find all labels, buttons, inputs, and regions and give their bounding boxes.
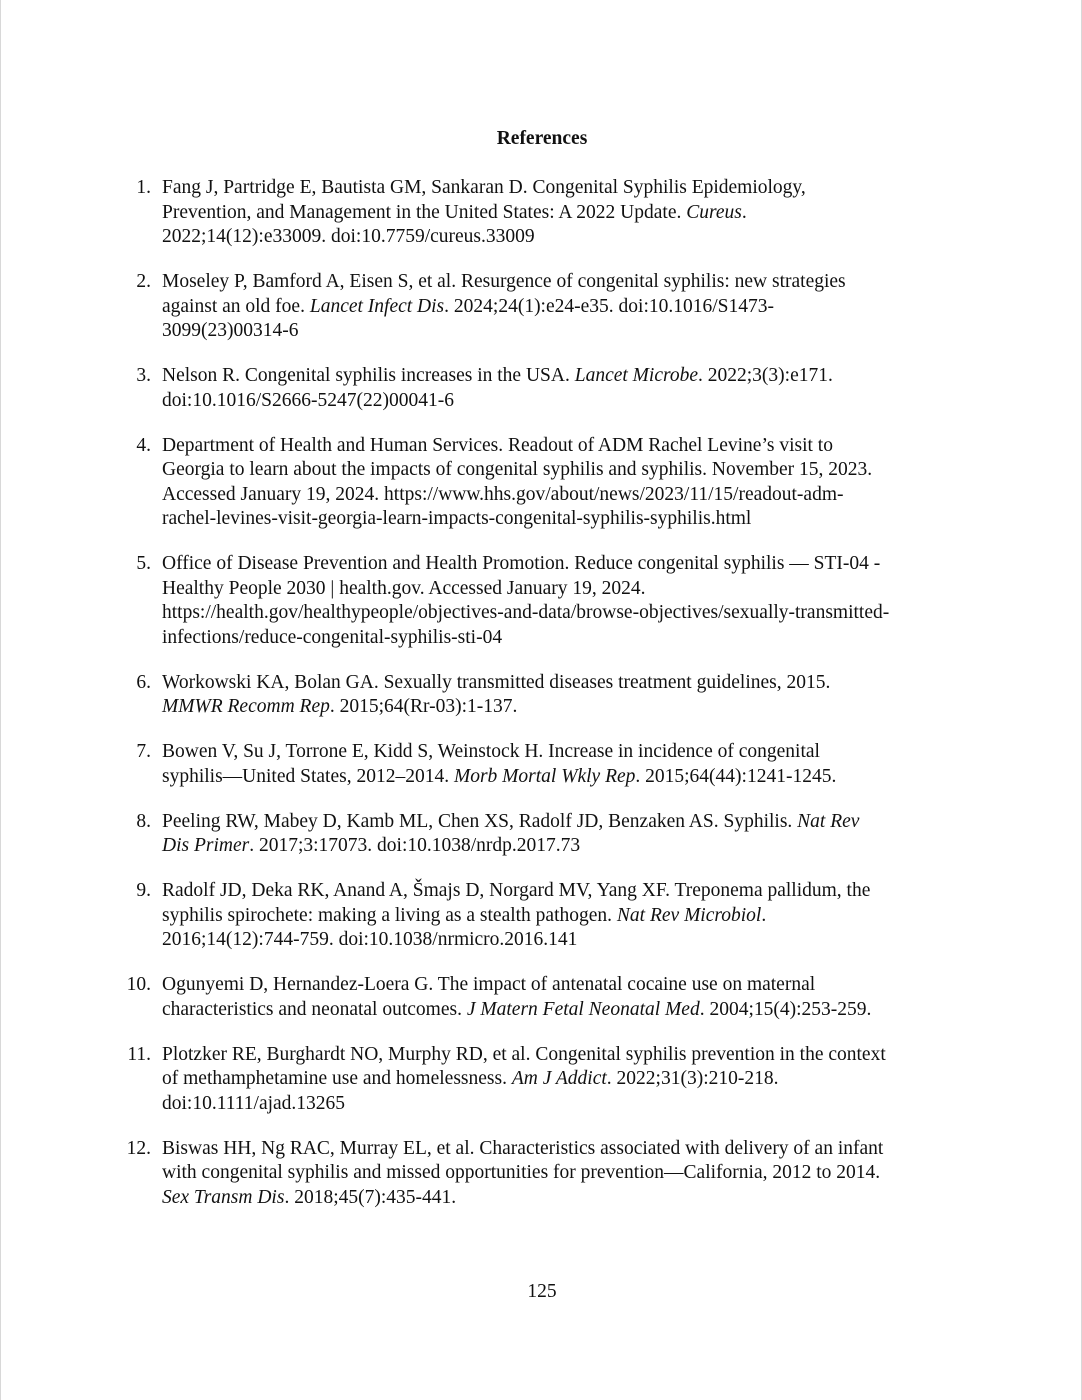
reference-text: Radolf JD, Deka RK, Anand A, Šmajs D, Norgard MV, Yang XF. Treponema pallidum, the <box>162 880 871 901</box>
reference-text: Nelson R. Congenital syphilis increases in the USA. <box>162 365 575 386</box>
reference-line <box>162 1186 961 1211</box>
reference-text: Moseley P, Bamford A, Eisen S, et al. Resurgence of congenital syphilis: new strategies <box>162 271 846 292</box>
reference-item <box>121 671 961 720</box>
journal-title: Am J Addict <box>511 1068 607 1089</box>
reference-text: . 2024;24(1):e24-e35. doi:10.1016/S1473- <box>444 295 774 317</box>
reference-number: 11. <box>127 1043 151 1065</box>
reference-line <box>162 904 961 929</box>
reference-item <box>121 879 961 953</box>
reference-line <box>162 810 961 835</box>
journal-title: Lancet Microbe <box>574 365 699 386</box>
reference-line <box>162 626 961 651</box>
reference-item <box>121 1137 961 1211</box>
reference-line <box>162 998 961 1023</box>
reference-number: 6. <box>136 671 151 693</box>
reference-text: Accessed January 19, 2024. https://www.hhs.gov/about/news/2023/11/15/readout-adm- <box>162 483 844 505</box>
page-number: 125 <box>527 1281 557 1302</box>
reference-text: Peeling RW, Mabey D, Kamb ML, Chen XS, Radolf JD, Benzaken AS. Syphilis. <box>162 810 798 832</box>
reference-line <box>162 364 961 389</box>
reference-item <box>121 176 961 250</box>
reference-number: 7. <box>136 741 151 762</box>
reference-line <box>162 601 961 626</box>
reference-text: 2022;14(12):e33009. doi:10.7759/cureus.33009 <box>162 226 535 247</box>
reference-line <box>162 1092 961 1117</box>
reference-text: 2016;14(12):744-759. doi:10.1038/nrmicro.2016.141 <box>162 929 578 950</box>
reference-number: 9. <box>136 880 151 901</box>
reference-item <box>121 973 961 1022</box>
reference-text: Office of Disease Prevention and Health Promotion. Reduce congenital syphilis — STI-04 - <box>162 553 881 574</box>
journal-title: Cureus <box>686 201 742 223</box>
reference-text: doi:10.1016/S2666-5247(22)00041-6 <box>162 389 454 411</box>
reference-line <box>162 389 961 414</box>
reference-list <box>121 176 961 1231</box>
reference-line <box>162 552 961 577</box>
reference-number: 3. <box>136 365 151 386</box>
reference-number: 10. <box>126 974 151 995</box>
reference-text: . 2004;15(4):253-259. <box>699 998 872 1020</box>
journal-title: Dis Primer <box>162 835 250 856</box>
reference-text: syphilis—United States, 2012–2014. <box>162 765 454 787</box>
reference-line <box>162 270 961 295</box>
reference-text: rachel-levines-visit-georgia-learn-impacts-congenital-syphilis-syphilis.html <box>162 508 752 529</box>
reference-text: . <box>741 201 747 223</box>
reference-item <box>121 270 961 344</box>
reference-text: against an old foe. <box>162 295 310 317</box>
reference-item <box>121 552 961 650</box>
reference-text: Department of Health and Human Services. Readout of ADM Rachel Levine’s visit to <box>162 434 833 456</box>
reference-line <box>162 577 961 602</box>
reference-line <box>162 176 961 201</box>
reference-number: 5. <box>136 553 151 574</box>
reference-line <box>162 225 961 250</box>
reference-number: 4. <box>136 434 151 456</box>
reference-text: infections/reduce-congenital-syphilis-sti-04 <box>162 626 503 648</box>
reference-line <box>162 319 961 344</box>
reference-number: 12. <box>126 1137 151 1159</box>
reference-text: . 2018;45(7):435-441. <box>284 1186 457 1208</box>
reference-text: Healthy People 2030 | health.gov. Accessed January 19, 2024. <box>162 577 646 599</box>
reference-item <box>121 1043 961 1117</box>
reference-number: 1. <box>136 177 151 198</box>
reference-text: . 2022;3(3):e171. <box>698 365 833 386</box>
reference-line <box>162 1161 961 1186</box>
journal-title: Nat Rev Microbiol <box>616 904 762 926</box>
reference-text: syphilis spirochete: making a living as a stealth pathogen. <box>162 904 617 926</box>
journal-title: Sex Transm Dis <box>162 1186 285 1208</box>
reference-text: doi:10.1111/ajad.13265 <box>162 1092 346 1114</box>
reference-number: 2. <box>136 271 151 292</box>
journal-title: J Matern Fetal Neonatal Med <box>466 998 700 1020</box>
reference-text: Georgia to learn about the impacts of congenital syphilis and syphilis. November 15, 2023. <box>162 459 873 480</box>
reference-text: https://health.gov/healthypeople/objectives-and-data/browse-objectives/sexually-transmitted- <box>162 602 890 623</box>
reference-line <box>162 765 961 790</box>
journal-title: Morb Mortal Wkly Rep <box>453 765 636 787</box>
reference-line <box>162 834 961 859</box>
reference-text: . 2017;3:17073. doi:10.1038/nrdp.2017.73 <box>249 835 581 856</box>
reference-text: . <box>761 904 767 926</box>
reference-text: . 2015;64(44):1241-1245. <box>635 765 837 787</box>
reference-text: Fang J, Partridge E, Bautista GM, Sankaran D. Congenital Syphilis Epidemiology, <box>162 177 806 198</box>
reference-text: with congenital syphilis and missed opportunities for prevention—California, 2012 to 2014. <box>162 1162 881 1183</box>
reference-line <box>162 695 961 720</box>
reference-text: Plotzker RE, Burghardt NO, Murphy RD, et al. Congenital syphilis prevention in the context <box>162 1043 886 1065</box>
reference-text: of methamphetamine use and homelessness. <box>162 1068 512 1089</box>
reference-line <box>162 201 961 226</box>
reference-text: Prevention, and Management in the United States: A 2022 Update. <box>162 201 687 223</box>
reference-text: 3099(23)00314-6 <box>162 320 299 341</box>
reference-item <box>121 810 961 859</box>
journal-title: Lancet Infect Dis <box>309 295 445 317</box>
reference-text: Workowski KA, Bolan GA. Sexually transmitted diseases treatment guidelines, 2015. <box>162 671 831 693</box>
reference-item <box>121 434 961 532</box>
reference-number: 8. <box>136 810 151 832</box>
journal-title: Nat Rev <box>797 810 860 832</box>
reference-line <box>162 458 961 483</box>
references-heading: References <box>496 128 588 149</box>
reference-line <box>162 1067 961 1092</box>
reference-line <box>162 928 961 953</box>
reference-text: Bowen V, Su J, Torrone E, Kidd S, Weinstock H. Increase in incidence of congenital <box>162 741 820 762</box>
reference-item <box>121 364 961 413</box>
reference-line <box>162 295 961 320</box>
reference-text: . 2022;31(3):210-218. <box>606 1068 779 1089</box>
reference-text: characteristics and neonatal outcomes. <box>162 998 467 1020</box>
reference-line <box>162 973 961 998</box>
reference-line <box>162 434 961 459</box>
reference-line <box>162 507 961 532</box>
reference-line <box>162 879 961 904</box>
reference-line <box>162 483 961 508</box>
reference-item <box>121 740 961 789</box>
reference-line <box>162 740 961 765</box>
journal-title: MMWR Recomm Rep <box>162 696 330 717</box>
reference-text: Ogunyemi D, Hernandez-Loera G. The impact of antenatal cocaine use on maternal <box>162 974 816 995</box>
reference-line <box>162 671 961 696</box>
reference-line <box>162 1043 961 1068</box>
reference-line <box>162 1137 961 1162</box>
reference-text: . 2015;64(Rr-03):1-137. <box>329 696 518 717</box>
reference-text: Biswas HH, Ng RAC, Murray EL, et al. Characteristics associated with delivery of an infant <box>162 1137 884 1159</box>
